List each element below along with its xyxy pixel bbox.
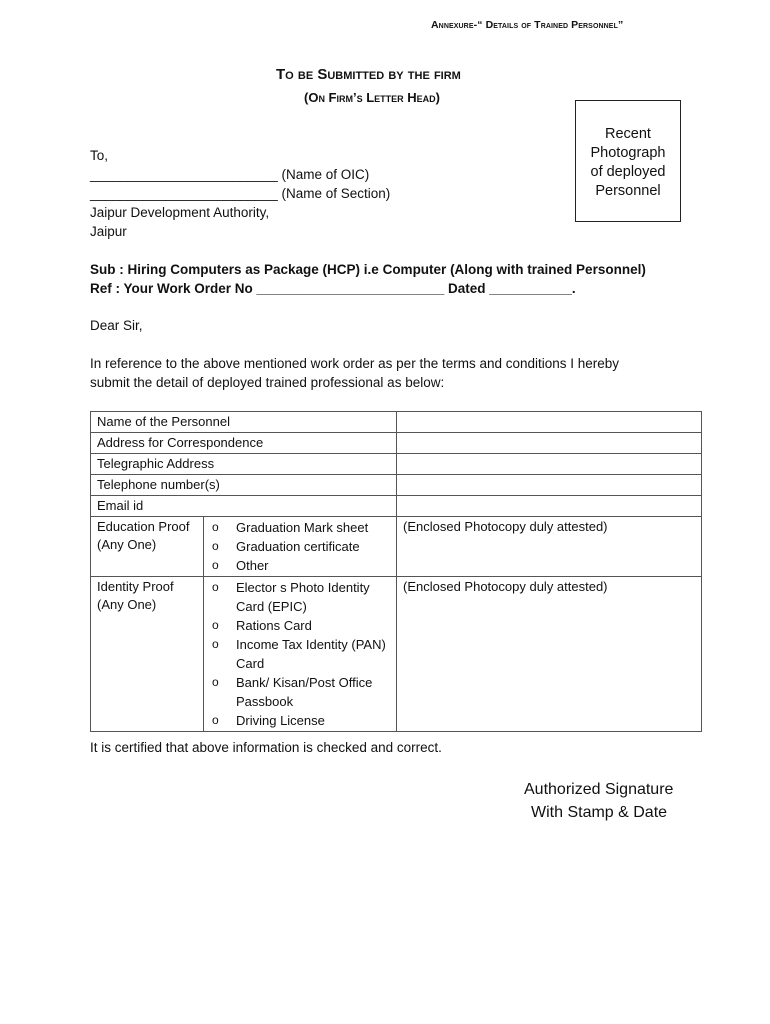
identity-proof-label <box>91 577 204 732</box>
annexure-heading: Annexure-“ Details of Trained Personnel” <box>431 19 624 31</box>
identity-note: (Enclosed Photocopy duly attested) <box>397 577 702 732</box>
document-title: To be Submitted by the firm <box>276 66 461 83</box>
reference-line: Ref : Your Work Order No _________________________ Dated ___________. <box>90 281 576 296</box>
table-row <box>91 412 702 433</box>
row-value-cell <box>397 433 702 454</box>
row-value-cell <box>397 412 702 433</box>
address-to: To, <box>90 148 109 163</box>
education-label-line: Education Proof <box>97 519 190 534</box>
address-oic: _________________________ (Name of OIC) <box>90 167 370 182</box>
identity-proof-row <box>91 577 702 732</box>
subject-line: Sub : Hiring Computers as Package (HCP) i.e Computer (Along with trained Personnel) <box>90 262 646 277</box>
body-text-line: submit the detail of deployed trained professional as below: <box>90 375 445 390</box>
row-label: Telegraphic Address <box>91 454 397 475</box>
address-organization: Jaipur Development Authority, <box>90 205 270 220</box>
photo-placeholder-box <box>575 100 681 222</box>
row-value-cell <box>397 475 702 496</box>
education-proof-label <box>91 517 204 577</box>
row-label: Name of the Personnel <box>91 412 397 433</box>
body-text-line: In reference to the above mentioned work order as per the terms and conditions I hereby <box>90 356 620 371</box>
table-row <box>91 475 702 496</box>
row-value-cell <box>397 454 702 475</box>
photo-box-line: of deployed <box>590 164 666 180</box>
education-note: (Enclosed Photocopy duly attested) <box>397 517 702 577</box>
photo-box-line: Recent <box>605 126 651 142</box>
identity-options-list <box>210 578 390 730</box>
row-label: Email id <box>91 496 397 517</box>
photo-box-line: Personnel <box>595 183 661 199</box>
photo-box-line: Photograph <box>590 145 666 161</box>
personnel-details-table <box>90 411 702 732</box>
certification-text: It is certified that above information is checked and correct. <box>90 740 442 755</box>
list-item: o Bank/ Kisan/Post Office Passbook <box>210 673 390 711</box>
list-item: o Rations Card <box>210 616 390 635</box>
education-proof-row <box>91 517 702 577</box>
list-item: o Driving License <box>210 711 390 730</box>
identity-label-line: (Any One) <box>97 597 157 612</box>
document-subtitle: (On Firm’s Letter Head) <box>304 90 440 105</box>
list-item: o Income Tax Identity (PAN) Card <box>210 635 390 673</box>
education-options-cell <box>204 517 397 577</box>
list-item: o Elector s Photo Identity Card (EPIC) <box>210 578 390 616</box>
table-row <box>91 496 702 517</box>
identity-options-cell <box>204 577 397 732</box>
signature-label: Authorized Signature <box>524 781 674 798</box>
row-label: Telephone number(s) <box>91 475 397 496</box>
identity-label-line: Identity Proof <box>97 579 174 594</box>
list-item: o Graduation certificate <box>210 537 390 556</box>
address-section: _________________________ (Name of Section) <box>90 186 391 201</box>
list-item: o Graduation Mark sheet <box>210 518 390 537</box>
list-item: o Other <box>210 556 390 575</box>
signature-sublabel: With Stamp & Date <box>531 804 668 821</box>
education-label-line: (Any One) <box>97 537 157 552</box>
row-label: Address for Correspondence <box>91 433 397 454</box>
table-row <box>91 454 702 475</box>
address-city: Jaipur <box>90 224 127 239</box>
table-row <box>91 433 702 454</box>
education-options-list <box>210 518 390 575</box>
salutation: Dear Sir, <box>90 318 143 333</box>
row-value-cell <box>397 496 702 517</box>
